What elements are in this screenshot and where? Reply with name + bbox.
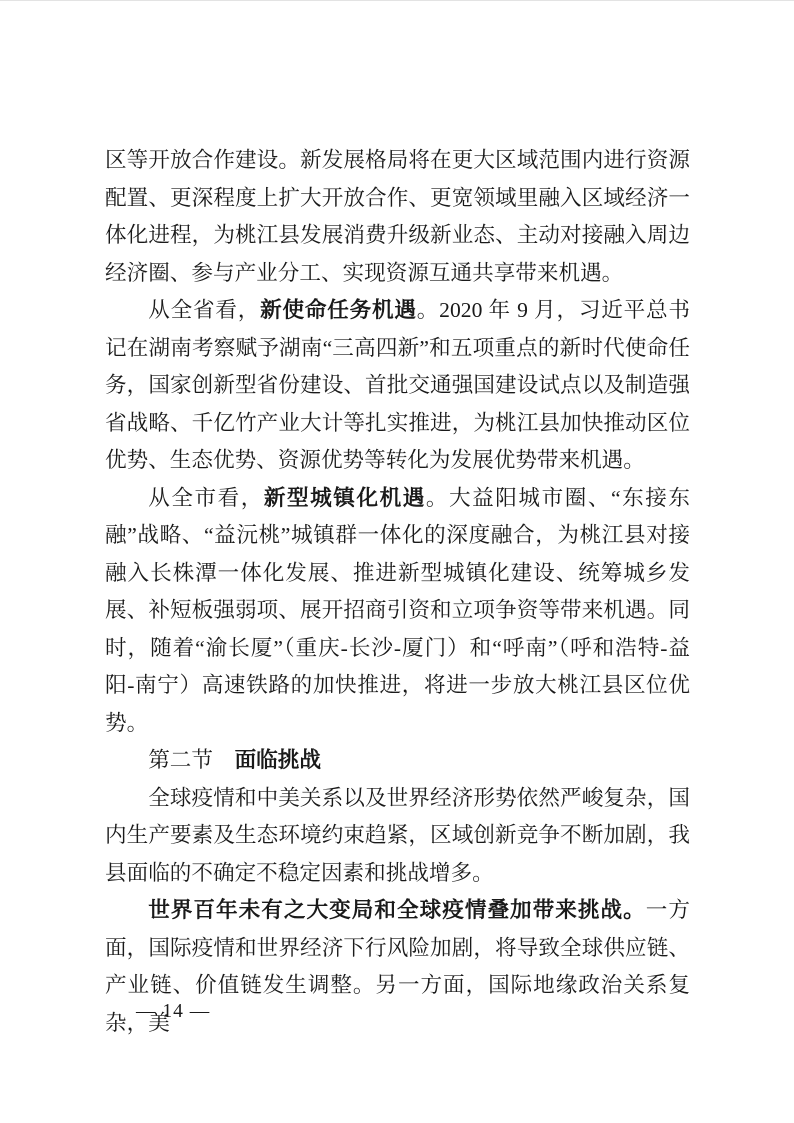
document-body <box>105 142 690 1042</box>
para-new-development-pattern <box>105 142 690 292</box>
text-run: 区等开放合作建设。新发展格局将在更大区域范围内进行资源配置、更深程度上扩大开放合作、更宽领域里融入区域经济一体化进程，为桃江县发展消费升级新业态、主动对接融入周边经济圈、参与产业分工、实现资源互通共享带来机遇。 <box>105 148 690 285</box>
text-run: 。大益阳城市圈、“东接东融”战略、“益沅桃”城镇群一体化的深度融合，为桃江县对接融入长株潭一体化发展、推进新型城镇化建设、统筹城乡发展、补短板强弱项、展开招商引资和立项争资等带来机遇。同时，随着“渝长厦”（重庆-长沙-厦门）和“呼南”（呼和浩特-益阳-南宁）高速铁路的加快推进，将进一步放大桃江县区位优势。 <box>105 485 690 735</box>
text-run: 一方面，国际疫情和世界经济下行风险加剧，将导致全球供应链、产业链、价值链发生调整。另一方面，国际地缘政治关系复杂，美 <box>105 898 690 1035</box>
page-number: — 14 — <box>136 1001 211 1022</box>
bold-text-run: 世界百年未有之大变局和全球疫情叠加带来挑战。 <box>148 898 646 922</box>
text-run: 从全市看， <box>148 485 264 510</box>
para-province-new-mission-opportunity <box>105 292 690 480</box>
text-run: 。2020 年 9 月，习近平总书记在湖南考察赋予湖南“三高四新”和五项重点的新时代使命任务，国家创新型省份建设、首批交通强国建设试点以及制造强省战略、千亿竹产业大计等扎实推进，为桃江县加快推动区位优势、生态优势、资源优势等转化为发展优势带来机遇。 <box>105 298 690 472</box>
para-challenges-overview <box>105 780 690 893</box>
bold-text-run: 新型城镇化机遇 <box>263 485 426 510</box>
heading-section-two-challenges <box>105 742 690 780</box>
bold-text-run: 面临挑战 <box>234 748 321 772</box>
text-run: 全球疫情和中美关系以及世界经济形势依然严峻复杂，国内生产要素及生态环境约束趋紧，区域创新竞争不断加剧，我县面临的不确定不稳定因素和挑战增多。 <box>105 785 690 885</box>
bold-text-run: 新使命任务机遇 <box>260 298 417 322</box>
text-run: 第二节 <box>148 748 235 772</box>
para-city-new-urbanization-opportunity <box>105 480 690 743</box>
text-run: 从全省看， <box>148 298 261 322</box>
